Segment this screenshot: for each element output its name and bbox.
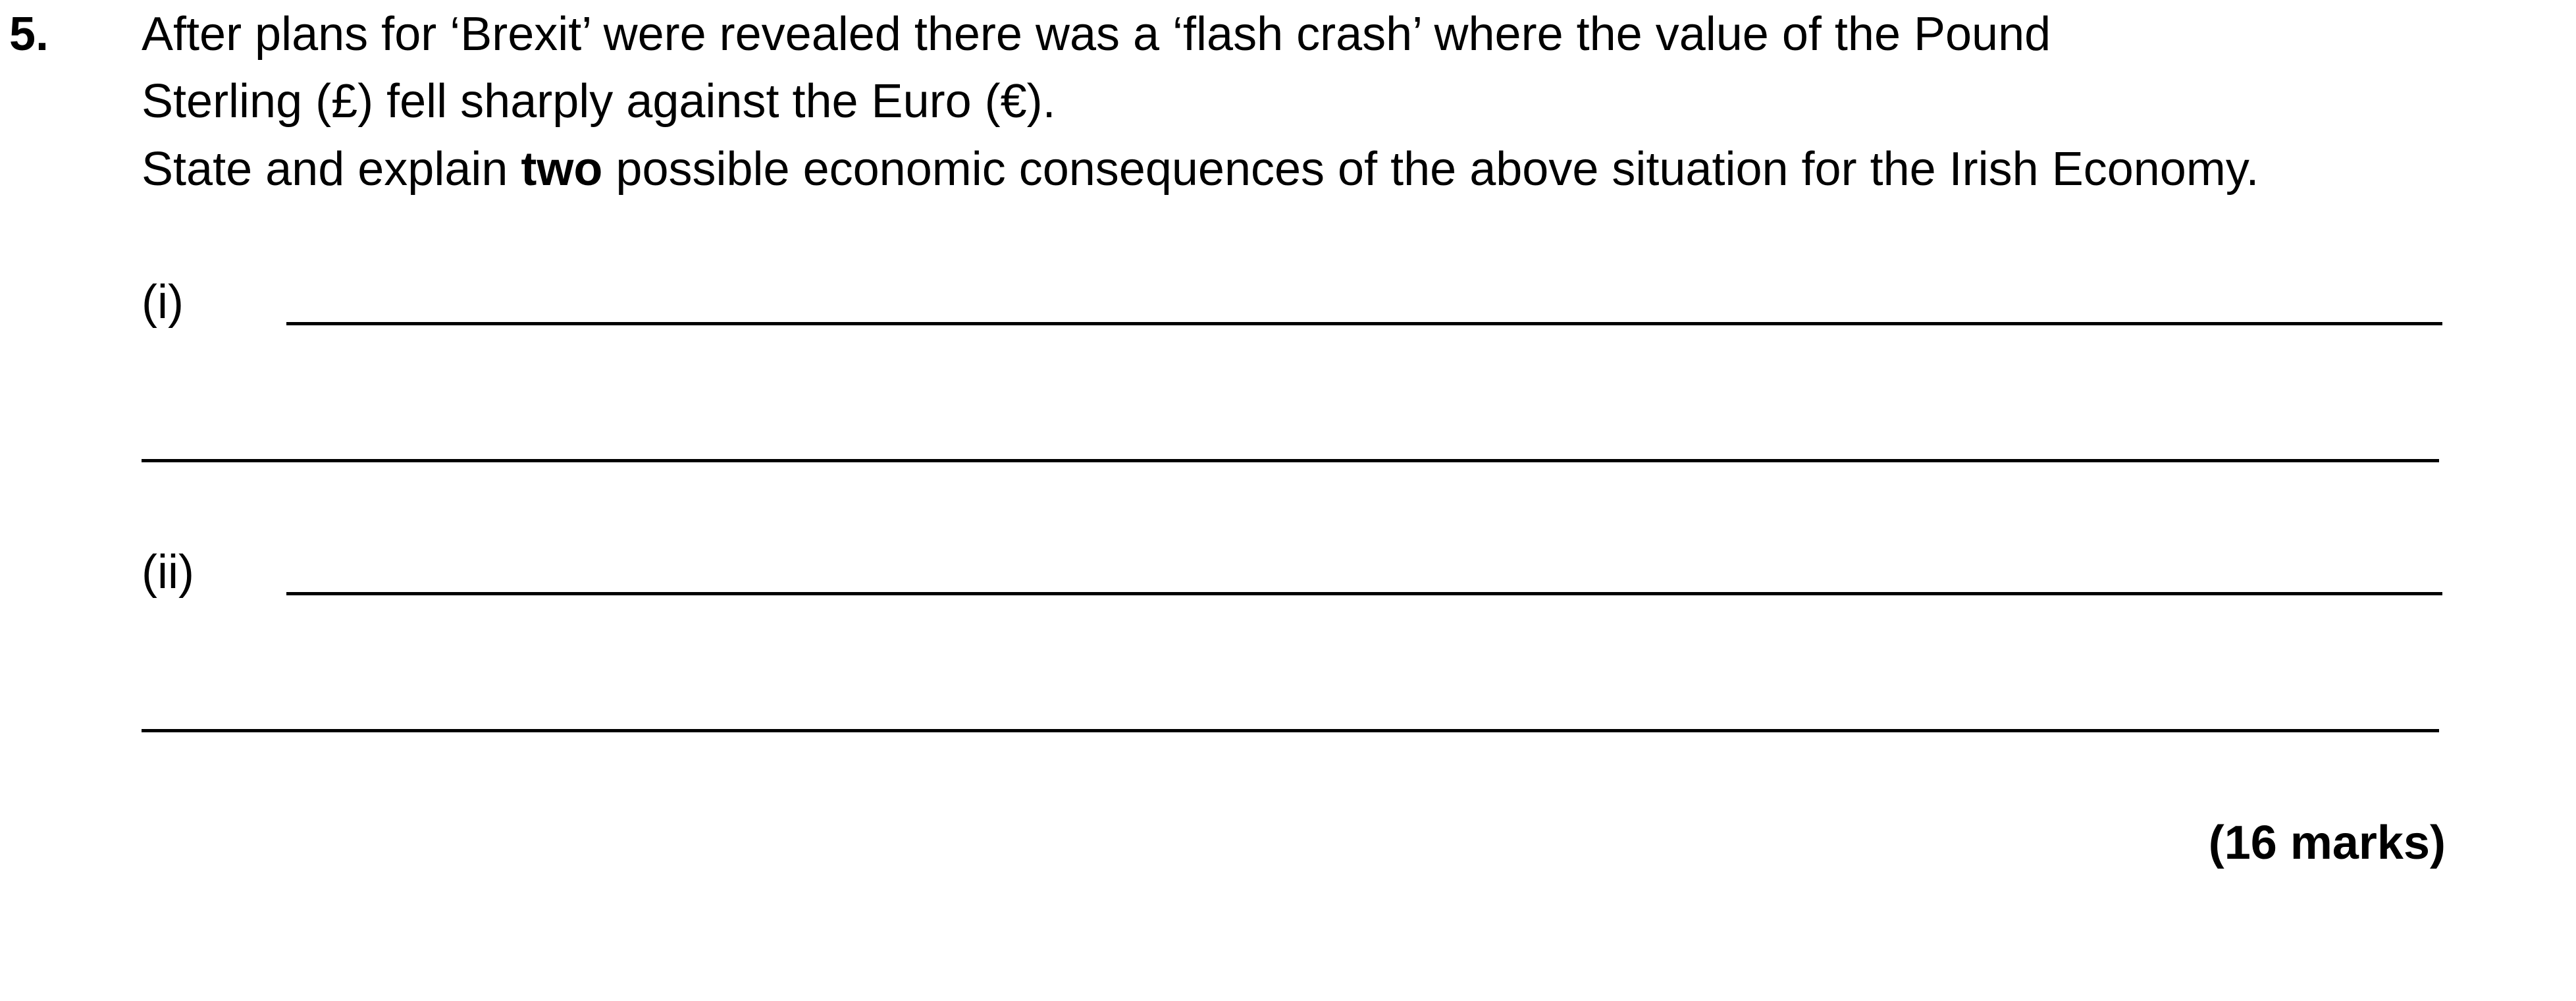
question-text-line-3-start: State and explain <box>142 143 521 196</box>
question-number: 5. <box>9 8 49 61</box>
question-text-line-2: Sterling (£) fell sharply against the Euro (€). <box>142 75 1056 128</box>
answer-line-ii-2[interactable] <box>142 729 2439 732</box>
answer-label-ii: (ii) <box>142 546 194 599</box>
question-text-line-3 <box>142 135 2259 203</box>
answer-line-ii-1[interactable] <box>286 592 2442 595</box>
answer-line-i-2[interactable] <box>142 459 2439 462</box>
marks-label: (16 marks) <box>2208 817 2446 869</box>
answer-line-i-1[interactable] <box>286 322 2442 325</box>
emphasis-two: two <box>521 143 603 196</box>
question-text-line-3-end: possible economic consequences of the above situation for the Irish Economy. <box>602 143 2259 196</box>
answer-label-i: (i) <box>142 276 184 329</box>
question-text-line-1: After plans for ‘Brexit’ were revealed there was a ‘flash crash’ where the value of the Pound <box>142 8 2051 61</box>
